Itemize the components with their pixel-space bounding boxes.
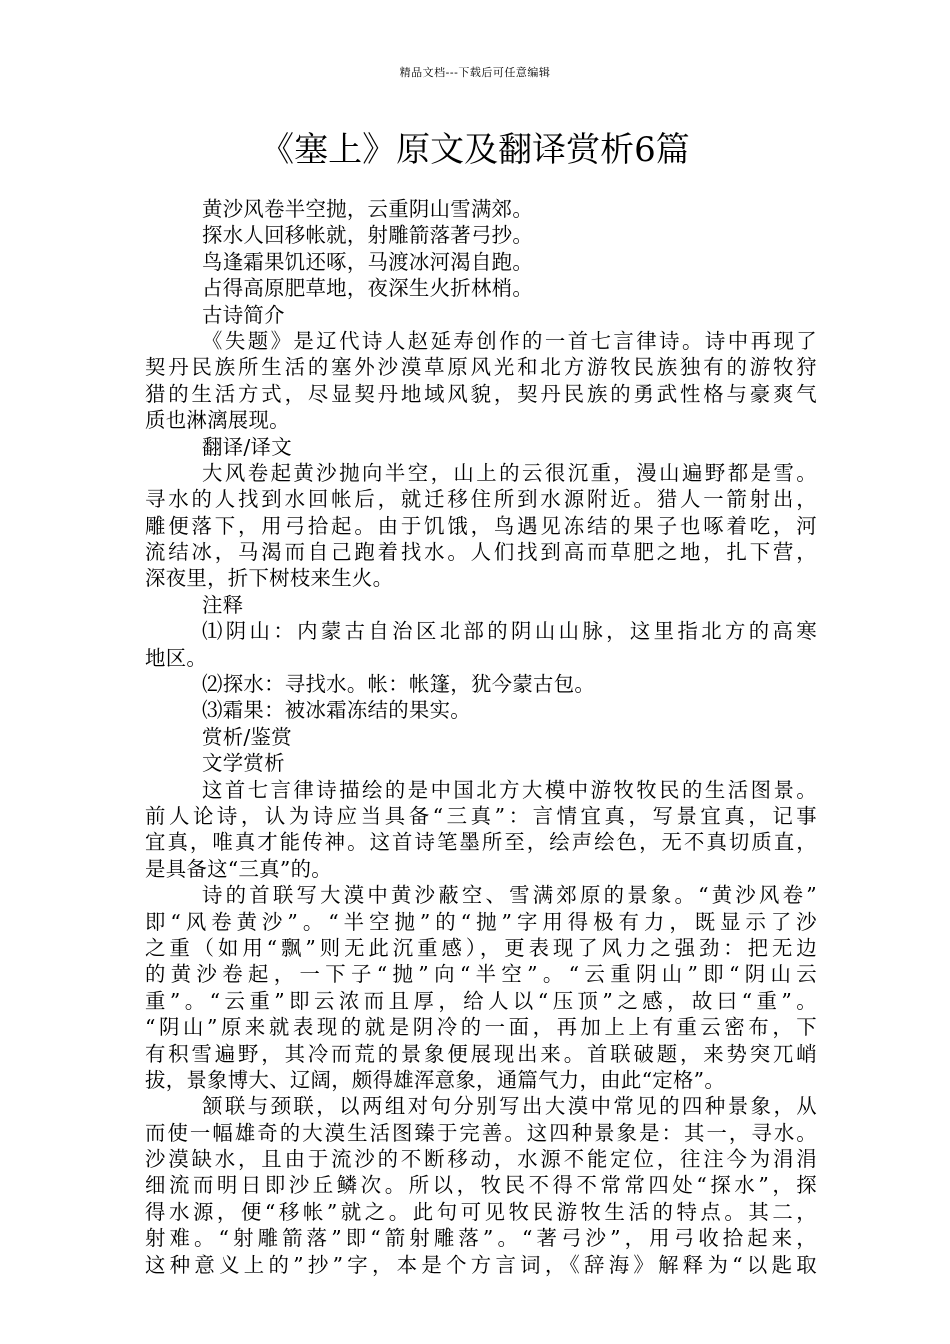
text-line: 鸟逢霜果饥还啄，马渡冰河渴自跑。 (202, 249, 534, 274)
text-line: 寻水的人找到水回帐后，就迁移住所到水源附近。猎人一箭射出， (145, 487, 817, 512)
text-line: 这种意义上的”抄”字，本是个方言词，《辞海》解释为“以匙取 (145, 1252, 817, 1277)
text-line: 射难。“射雕箭落”即“箭射雕落”。“著弓沙”，用弓收拾起来， (145, 1226, 817, 1251)
text-line: 注释 (202, 592, 244, 617)
text-line: “阴山”原来就表现的就是阴冷的一面，再加上上有重云密布，下 (145, 1015, 817, 1040)
text-line: 翻译/译文 (202, 434, 292, 459)
text-line: 大风卷起黄沙抛向半空，山上的云很沉重，漫山遍野都是雪。 (202, 460, 817, 485)
text-line: ⑶霜果：被冰霜冻结的果实。 (202, 698, 471, 723)
text-line: 文学赏析 (202, 751, 285, 776)
text-line: 《失题》是辽代诗人赵延寿创作的一首七言律诗。诗中再现了 (202, 328, 817, 353)
text-line: 拔，景象博大、辽阔，颇得雄浑意象，通篇气力，由此“定格”。 (145, 1067, 726, 1092)
text-line: 契丹民族所生活的塞外沙漠草原风光和北方游牧民族独有的游牧狩 (145, 355, 817, 380)
text-line: 的黄沙卷起，一下子“抛”向“半空”。“云重阴山”即“阴山云 (145, 962, 817, 987)
text-line: 黄沙风卷半空抛，云重阴山雪满郊。 (202, 197, 534, 221)
text-line: 古诗简介 (202, 302, 285, 327)
document-title: 《塞上》原文及翻译赏析6篇 (260, 130, 690, 170)
text-line: 雕便落下，用弓拾起。由于饥饿，鸟遇见冻结的果子也啄着吃，河 (145, 513, 817, 538)
text-line: 质也淋漓展现。 (145, 408, 290, 433)
text-line: 深夜里，折下树枝来生火。 (145, 566, 394, 591)
text-line: ⑵探水：寻找水。帐：帐篷，犹今蒙古包。 (202, 672, 596, 697)
text-line: 是具备这“三真”的。 (145, 856, 332, 881)
page-header: 精品文档---下载后可任意编辑 (399, 66, 551, 79)
text-line: 而使一幅雄奇的大漠生活图臻于完善。这四种景象是：其一，寻水。 (145, 1120, 817, 1145)
text-line: ⑴阴山：内蒙古自治区北部的阴山山脉，这里指北方的高寒 (202, 619, 817, 644)
document-body (145, 196, 817, 1278)
text-line: 有积雪遍野，其冷而荒的景象便展现出来。首联破题，来势突兀峭 (145, 1041, 817, 1066)
text-line: 占得高原肥草地，夜深生火折林梢。 (202, 276, 534, 301)
text-line: 这首七言律诗描绘的是中国北方大模中游牧牧民的生活图景。 (202, 777, 817, 802)
text-line: 诗的首联写大漠中黄沙蔽空、雪满郊原的景象。“黄沙风卷” (202, 883, 817, 908)
text-line: 宜真，唯真才能传神。这首诗笔墨所至，绘声绘色，无不真切质直， (145, 830, 817, 855)
text-line: 猎的生活方式，尽显契丹地域风貌，契丹民族的勇武性格与豪爽气 (145, 381, 817, 406)
text-line: 重”。“云重”即云浓而且厚，给人以“压顶”之感，故曰“重”。 (145, 988, 817, 1013)
text-line: 地区。 (145, 645, 208, 670)
text-line: 细流而明日即沙丘鳞次。所以，牧民不得不常常四处“探水”，探 (145, 1173, 817, 1198)
text-line: 赏析/鉴赏 (202, 724, 292, 749)
text-line: 探水人回移帐就，射雕箭落著弓抄。 (202, 223, 534, 248)
text-line: 之重（如用“飘”则无此沉重感），更表现了风力之强劲：把无边 (145, 935, 817, 960)
text-line: 即“风卷黄沙”。“半空抛”的“抛”字用得极有力，既显示了沙 (145, 909, 817, 934)
text-line: 前人论诗，认为诗应当具备“三真”：言情宜真，写景宜真，记事 (145, 803, 817, 828)
text-line: 颔联与颈联，以两组对句分别写出大漠中常见的四种景象，从 (202, 1094, 817, 1119)
text-line: 流结冰，马渴而自己跑着找水。人们找到高而草肥之地，扎下营， (145, 540, 817, 565)
text-line: 得水源，便“移帐”就之。此句可见牧民游牧生活的特点。其二， (145, 1199, 817, 1224)
text-line: 沙漠缺水，且由于流沙的不断移动，水源不能定位，往注今为涓涓 (145, 1147, 817, 1172)
